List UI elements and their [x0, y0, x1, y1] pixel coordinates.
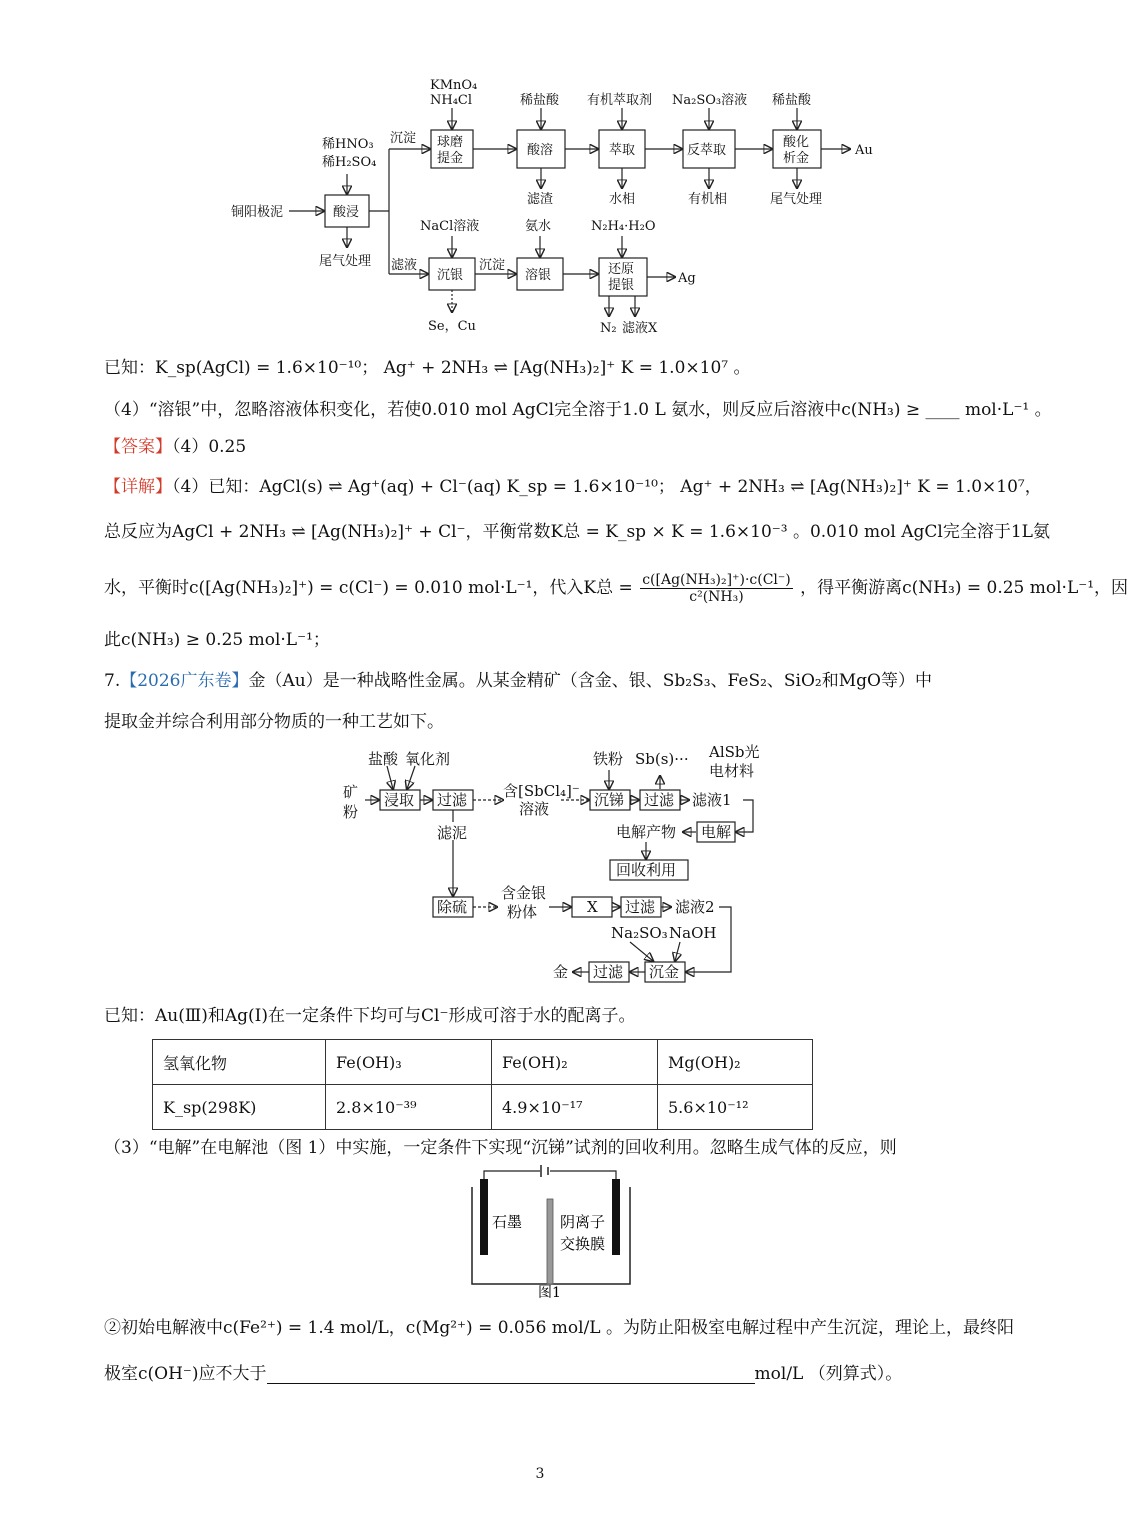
table-header-feoh3: Fe(OH)₃ — [326, 1040, 492, 1085]
detail-text-3b: ，得平衡游离c(NH₃) = 0.25 mol·L⁻¹，因 — [800, 578, 1128, 598]
answer-value: （4）0.25 — [172, 437, 247, 457]
flow2-guolv3: 过滤 — [625, 898, 656, 916]
flow1-lvzha: 滤渣 — [527, 192, 554, 207]
question-7-number: 7. — [104, 671, 121, 691]
flow2-yansuan: 盐酸 — [368, 750, 399, 768]
flow1-suanhua: 酸化 — [783, 135, 810, 150]
flowchart-copper-anode-slime — [225, 72, 925, 347]
flow1-fancuiqu: 反萃取 — [687, 143, 727, 158]
question-7-text-1: 金（Au）是一种战略性金属。从某金精矿（含金、银、Sb₂S₃、FeS₂、SiO₂和MgO等）中 — [248, 671, 932, 691]
flow1-huanyuan: 还原 — [608, 262, 635, 277]
fig1-yinlizi-label-2: 交换膜 — [560, 1235, 606, 1253]
flow1-weiqi1: 尾气处理 — [319, 254, 372, 269]
detail-text-3a: 水，平衡时c([Ag(NH₃)₂]⁺) = c(Cl⁻) = 0.010 mol·L⁻¹，代入K总 = — [104, 578, 633, 598]
flow1-chendian2: 沉淀 — [479, 258, 506, 273]
question-3-2-unit: mol/L （列算式）。 — [754, 1364, 903, 1384]
flow2-guolv4: 过滤 — [593, 963, 624, 981]
fraction-denominator: c²(NH₃) — [689, 589, 744, 605]
flow1-anshui: 氨水 — [525, 219, 552, 234]
known-complex-ions: 已知：Au(Ⅲ)和Ag(Ⅰ)在一定条件下均可与Cl⁻形成可溶于水的配离子。 — [104, 1006, 636, 1026]
flow1-hno3: 稀HNO₃ — [322, 137, 374, 152]
detail-line-2: 总反应为AgCl + 2NH₃ ⇌ [Ag(NH₃)₂]⁺ + Cl⁻，平衡常数K总 = K_sp × K = 1.6×10⁻³ 。0.010 mol AgCl完全溶于1L氨 — [104, 522, 1050, 542]
flow2-tiefen: 铁粉 — [593, 750, 624, 768]
question-3: （3）“电解”在电解池（图 1）中实施，一定条件下实现“沉锑”试剂的回收利用。忽略生成气体的反应，则 — [104, 1138, 897, 1158]
flow1-shuixiang: 水相 — [609, 192, 636, 207]
table-header-feoh2: Fe(OH)₂ — [492, 1040, 658, 1085]
flowchart-gold-concentrate — [335, 740, 775, 990]
detail-text-1: （4）已知：AgCl(s) ⇌ Ag⁺(aq) + Cl⁻(aq) K_sp = 1.6×10⁻¹⁰； Ag⁺ + 2NH₃ ⇌ [Ag(NH₃)₂]⁺ K = 1.0×10⁷， — [172, 477, 1042, 497]
flow1-sece: Se，Cu — [428, 319, 476, 334]
flow2-dianjiechanwu: 电解产物 — [616, 823, 677, 841]
flow1-cuiqu: 萃取 — [609, 143, 636, 158]
flow2-chenjin: 沉金 — [649, 963, 680, 981]
table-header-mgoh2: Mg(OH)₂ — [658, 1040, 813, 1085]
flow2-yanghuaji: 氧化剂 — [405, 750, 451, 768]
flow1-ag: Ag — [678, 271, 696, 286]
flow1-h2so4: 稀H₂SO₄ — [322, 155, 377, 170]
flow2-chenti: 沉锑 — [594, 791, 625, 809]
flow2-lvye2: 滤液2 — [675, 898, 715, 916]
table-cell-feoh3-ksp: 2.8×10⁻³⁹ — [326, 1085, 492, 1130]
flow1-xijin: 析金 — [783, 151, 810, 166]
question-3-2-text: 极室c(OH⁻)应不大于 — [104, 1364, 267, 1384]
flow1-chendian-top: 沉淀 — [390, 131, 417, 146]
table-header-hydroxide: 氢氧化物 — [153, 1040, 326, 1085]
flow1-tijin: 提金 — [437, 151, 464, 166]
flow2-han-sbcl4: 含[SbCl₄]⁻ — [503, 782, 580, 800]
flow2-guolv2: 过滤 — [644, 791, 675, 809]
flow1-lvyex: 滤液X — [622, 321, 658, 336]
flow2-alsb1: AlSb光 — [709, 743, 760, 761]
flow1-n2h4: N₂H₄·H₂O — [591, 219, 656, 234]
table-cell-feoh2-ksp: 4.9×10⁻¹⁷ — [492, 1085, 658, 1130]
table-cell-ksp-label: K_sp(298K) — [153, 1085, 326, 1130]
question-7-line-2: 提取金并综合利用部分物质的一种工艺如下。 — [104, 712, 444, 732]
flow2-hanjinyin2: 粉体 — [507, 903, 538, 921]
question-3-2-line-2 — [104, 1359, 902, 1384]
flow2-fen: 粉 — [343, 803, 359, 821]
answer-blank[interactable] — [267, 1365, 755, 1384]
table-row — [153, 1085, 813, 1130]
answer-tag: 【答案】 — [104, 437, 172, 457]
flow1-tiyin: 提银 — [608, 278, 635, 293]
flow1-na2so3: Na₂SO₃溶液 — [672, 93, 748, 108]
table-row — [153, 1040, 813, 1085]
electrode-right — [612, 1179, 620, 1255]
flow1-n2: N₂ — [600, 321, 617, 336]
flow1-suanjin: 酸浸 — [333, 205, 360, 220]
flow1-youji-cuiqu-ji: 有机萃取剂 — [587, 93, 653, 108]
flow2-sb: Sb(s)··· — [635, 750, 689, 768]
flow2-hanjinyin1: 含金银 — [501, 884, 547, 902]
flow2-jinqu: 浸取 — [384, 791, 415, 809]
flow2-huishou: 回收利用 — [616, 861, 677, 879]
fig1-caption: 图1 — [538, 1285, 561, 1301]
flow2-dianjie: 电解 — [701, 823, 732, 841]
flow2-guolv1: 过滤 — [437, 791, 468, 809]
flow2-chuliu: 除硫 — [437, 898, 468, 916]
anion-exchange-membrane — [547, 1199, 553, 1284]
k-total-fraction — [640, 572, 793, 605]
question-3-2-line-1: ②初始电解液中c(Fe²⁺) = 1.4 mol/L，c(Mg²⁺) = 0.056 mol/L 。为防止阳极室电解过程中产生沉淀，理论上，最终阳 — [104, 1318, 1014, 1338]
known-agcl: 已知：K_sp(AgCl) = 1.6×10⁻¹⁰； Ag⁺ + 2NH₃ ⇌ [Ag(NH₃)₂]⁺ K = 1.0×10⁷ 。 — [104, 358, 751, 378]
ksp-table — [152, 1039, 813, 1130]
flow2-lvye1: 滤液1 — [692, 791, 732, 809]
flow1-au: Au — [855, 143, 873, 158]
detail-line-1 — [104, 472, 1042, 497]
flow1-weiqi2: 尾气处理 — [770, 192, 823, 207]
flow1-rongyin: 溶银 — [525, 268, 552, 283]
question-4: （4）“溶银”中，忽略溶液体积变化，若使0.010 mol AgCl完全溶于1.0 L 氨水，则反应后溶液中c(NH₃) ≥ ____ mol·L⁻¹ 。 — [104, 400, 1052, 420]
detail-line-3 — [104, 572, 1128, 605]
flow2-jin: 金 — [553, 963, 569, 981]
question-7-line-1 — [104, 666, 932, 691]
flow1-naclrongye: NaCl溶液 — [420, 219, 480, 234]
fraction-numerator: c([Ag(NH₃)₂]⁺)·c(Cl⁻) — [642, 572, 791, 588]
flow2-naoh: NaOH — [669, 924, 717, 942]
flow1-kmno4: KMnO₄ — [430, 78, 478, 93]
figure-1-electrolytic-cell — [460, 1163, 640, 1301]
flow1-lvye: 滤液 — [391, 258, 418, 273]
table-cell-mgoh2-ksp: 5.6×10⁻¹² — [658, 1085, 813, 1130]
flow1-youjixiang: 有机相 — [688, 192, 728, 207]
flow1-xiyansuan2: 稀盐酸 — [772, 93, 812, 108]
flow2-na2so3: Na₂SO₃ — [611, 924, 668, 942]
fig1-yinlizi-label-1: 阴离子 — [560, 1213, 606, 1231]
flow2-lvni: 滤泥 — [437, 824, 468, 842]
flow1-suanrong: 酸溶 — [527, 143, 554, 158]
answer-line — [104, 432, 246, 457]
flow2-x: X — [587, 898, 598, 916]
flow2-kuang: 矿 — [343, 783, 359, 801]
detail-tag: 【详解】 — [104, 477, 172, 497]
flow2-rongye: 溶液 — [519, 800, 550, 818]
flow1-nh4cl: NH₄Cl — [430, 93, 473, 108]
flow2-alsb2: 电材料 — [709, 762, 755, 780]
question-7-tag: 【2026广东卷】 — [120, 671, 249, 691]
graphite-electrode-left — [480, 1179, 488, 1255]
flow1-tongyang: 铜阳极泥 — [231, 205, 284, 220]
flow1-chenyin: 沉银 — [437, 268, 464, 283]
detail-line-4: 此c(NH₃) ≥ 0.25 mol·L⁻¹； — [104, 630, 330, 650]
flow1-xiyansuan1: 稀盐酸 — [520, 93, 560, 108]
page-number: 3 — [535, 1466, 545, 1482]
flow1-qiumo: 球磨 — [437, 135, 464, 150]
fig1-shimo-label: 石墨 — [492, 1213, 523, 1231]
